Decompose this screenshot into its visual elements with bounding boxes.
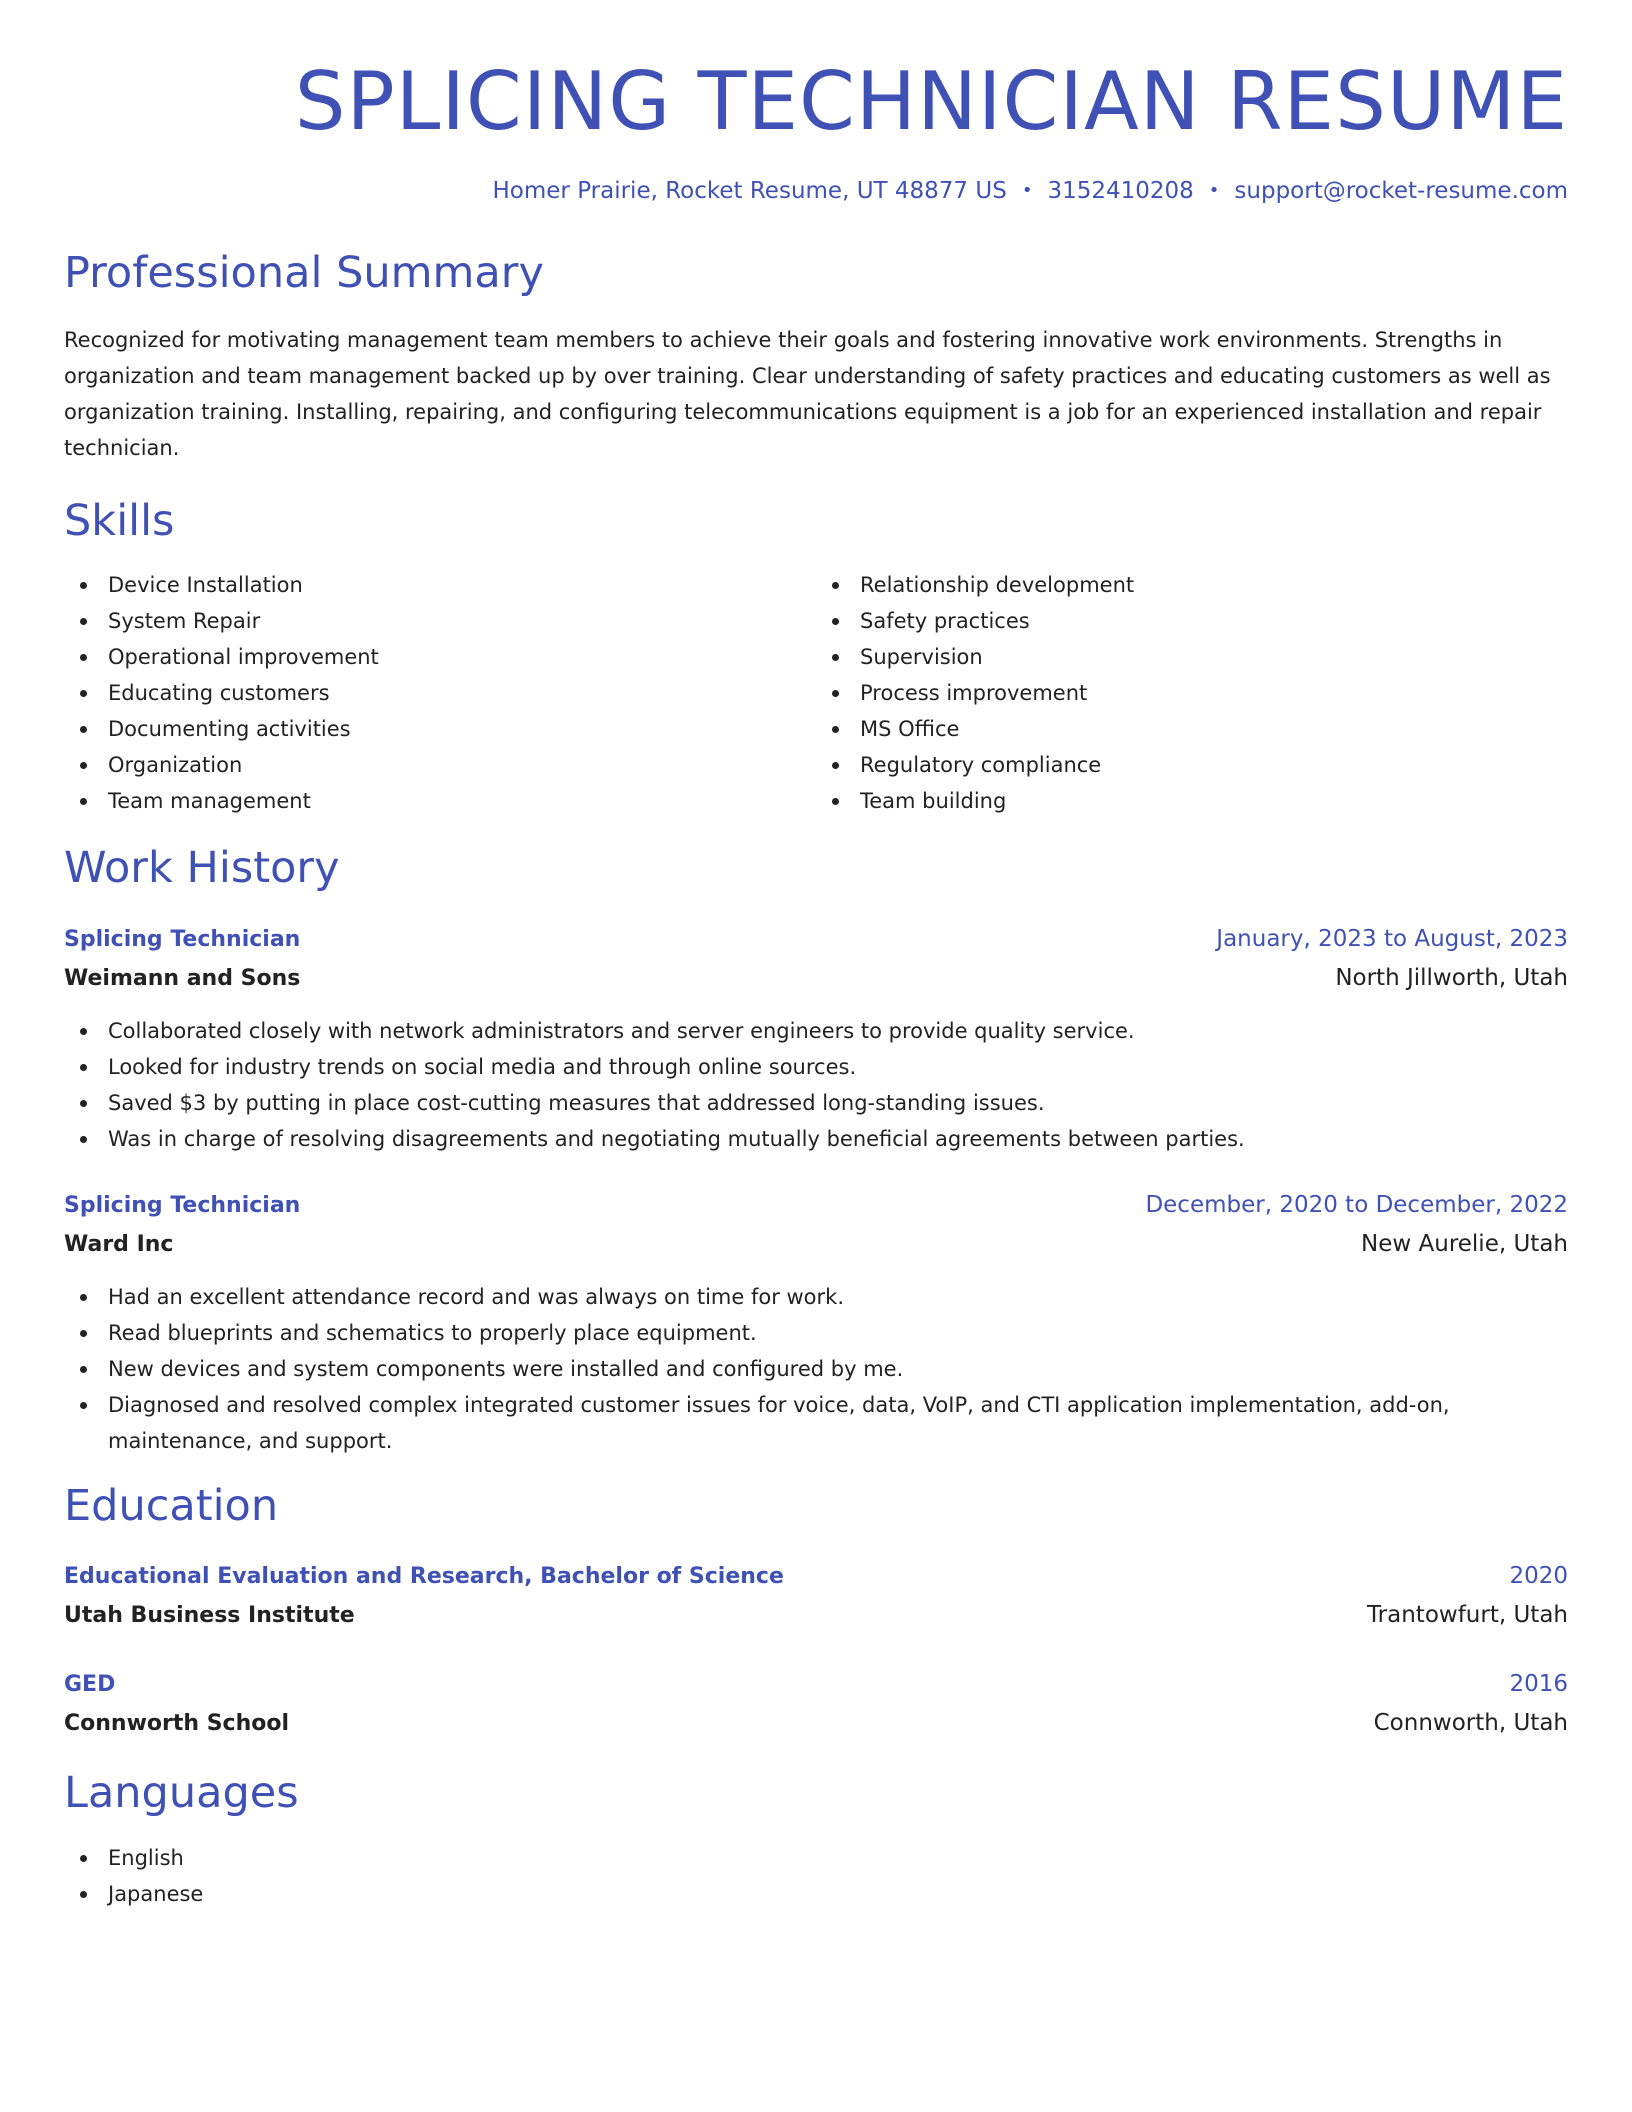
education-school: Connworth School xyxy=(64,1711,290,1737)
job-duty: Saved $3 by putting in place cost-cutting measures that addressed long-standing issues. xyxy=(64,1085,1568,1121)
languages-list xyxy=(64,1840,1568,1912)
skill-item: Operational improvement xyxy=(64,639,816,675)
skill-item: MS Office xyxy=(816,711,1568,747)
skills-grid xyxy=(64,567,1568,819)
skill-item: System Repair xyxy=(64,603,816,639)
education-degree: GED xyxy=(64,1672,116,1698)
job-header xyxy=(64,1187,1568,1224)
job-company: Weimann and Sons xyxy=(64,965,301,991)
skill-item: Supervision xyxy=(816,639,1568,675)
education-year: 2020 xyxy=(1509,1563,1568,1590)
work-history-heading: Work History xyxy=(64,843,340,894)
education-school-row xyxy=(64,1597,1568,1634)
skill-item: Process improvement xyxy=(816,675,1568,711)
skill-item: Device Installation xyxy=(64,567,816,603)
job-header xyxy=(64,921,1568,958)
job-duty: New devices and system components were installed and configured by me. xyxy=(64,1351,1568,1387)
education-school: Utah Business Institute xyxy=(64,1603,355,1629)
job-dates: December, 2020 to December, 2022 xyxy=(1145,1191,1568,1218)
skill-item: Relationship development xyxy=(816,567,1568,603)
contact-separator: • xyxy=(1208,180,1220,201)
job-duty: Was in charge of resolving disagreements and negotiating mutually beneficial agreements between parties. xyxy=(64,1121,1568,1157)
education-year: 2016 xyxy=(1509,1671,1568,1698)
summary-text: Recognized for motivating management team members to achieve their goals and fostering innovative work environments. Strengths in organization and team management backed up by over training. Clear understanding of safety practices and educating customers as well as organization training. Installing, repairing, and configuring telecommunications equipment is a job for an experienced installation and repair technician. xyxy=(64,327,1551,460)
education-heading: Education xyxy=(64,1480,279,1531)
job-title: Splicing Technician xyxy=(64,1192,301,1218)
job-duty: Looked for industry trends on social media and through online sources. xyxy=(64,1049,1568,1085)
job-duty: Read blueprints and schematics to properly place equipment. xyxy=(64,1315,1568,1351)
contact-line xyxy=(64,178,1568,204)
skills-heading: Skills xyxy=(64,495,175,546)
skill-item: Safety practices xyxy=(816,603,1568,639)
job-company-row xyxy=(64,960,1568,997)
contact-separator: • xyxy=(1021,180,1033,201)
education-header xyxy=(64,1666,1568,1703)
education-header xyxy=(64,1558,1568,1595)
education-entry xyxy=(64,1558,1568,1634)
job-entry xyxy=(64,921,1568,1157)
skill-item: Team management xyxy=(64,783,816,819)
job-duty: Collaborated closely with network administrators and server engineers to provide quality service. xyxy=(64,1013,1568,1049)
job-location: New Aurelie, Utah xyxy=(1361,1230,1568,1257)
job-duty: Had an excellent attendance record and was always on time for work. xyxy=(64,1279,1568,1315)
job-duties xyxy=(64,1013,1568,1157)
education-school-row xyxy=(64,1705,1568,1742)
resume-title: SPLICING TECHNICIAN RESUME xyxy=(294,55,1568,148)
job-company: Ward Inc xyxy=(64,1231,174,1257)
contact-phone: 3152410208 xyxy=(1047,178,1194,204)
contact-address: Homer Prairie, Rocket Resume, UT 48877 US xyxy=(492,178,1007,204)
job-title: Splicing Technician xyxy=(64,926,301,952)
job-dates: January, 2023 to August, 2023 xyxy=(1216,925,1568,952)
education-location: Connworth, Utah xyxy=(1373,1710,1568,1737)
skill-item: Organization xyxy=(64,747,816,783)
skill-item: Educating customers xyxy=(64,675,816,711)
skill-item: Team building xyxy=(816,783,1568,819)
skill-item: Documenting activities xyxy=(64,711,816,747)
language-item: Japanese xyxy=(64,1876,1568,1912)
skill-item: Regulatory compliance xyxy=(816,747,1568,783)
skills-list-left xyxy=(64,567,816,819)
job-company-row xyxy=(64,1226,1568,1263)
contact-email: support@rocket-resume.com xyxy=(1234,178,1568,204)
education-degree: Educational Evaluation and Research, Bachelor of Science xyxy=(64,1564,784,1590)
education-location: Trantowfurt, Utah xyxy=(1367,1602,1568,1629)
job-entry xyxy=(64,1187,1568,1459)
language-item: English xyxy=(64,1840,1568,1876)
job-duty: Diagnosed and resolved complex integrated customer issues for voice, data, VoIP, and CTI application implementation, add-on, maintenance, and support. xyxy=(64,1387,1568,1459)
summary-heading: Professional Summary xyxy=(64,248,544,298)
skills-list-right xyxy=(816,567,1568,819)
education-entry xyxy=(64,1666,1568,1742)
job-location: North Jillworth, Utah xyxy=(1335,964,1568,991)
languages-heading: Languages xyxy=(64,1768,299,1819)
job-duties xyxy=(64,1279,1568,1459)
